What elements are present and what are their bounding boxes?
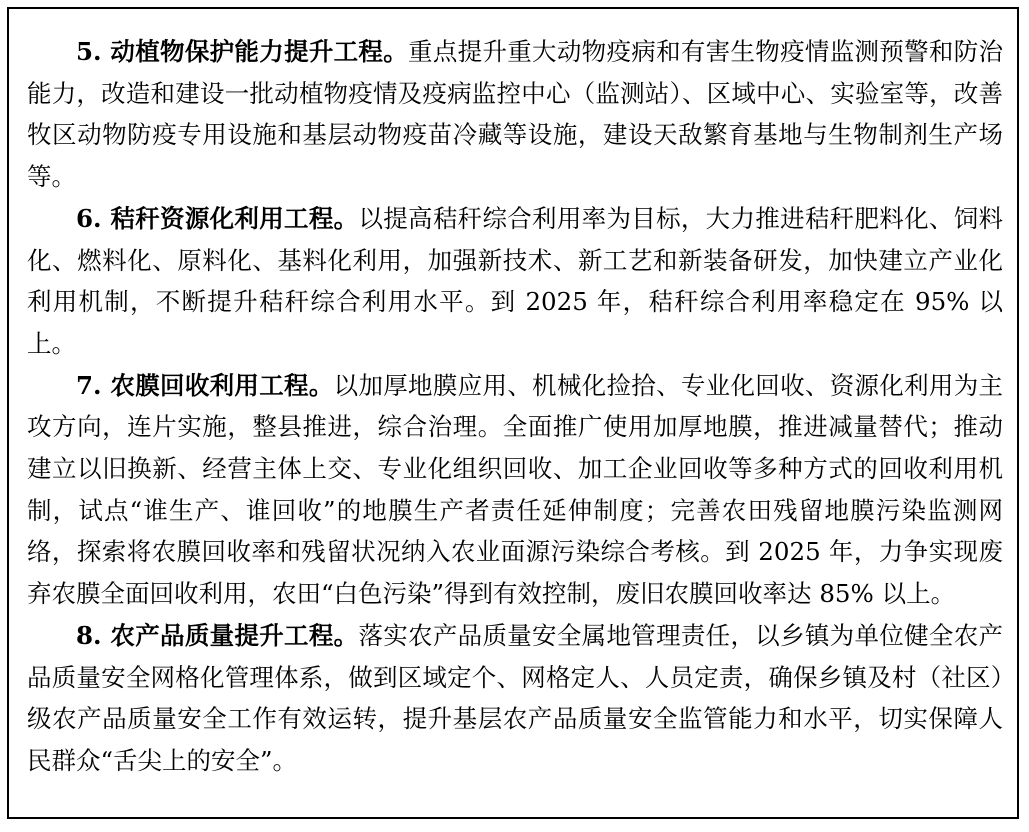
- paragraph-text: 以提高秸秆综合利用率为目标，大力推进秸秆肥料化、饲料化、燃料化、原料化、基料化利用，加强新技术、新工艺和新装备研发，加快建立产业化利用机制，不断提升秸秆综合利用水平。到 2025 年，秸秆综合利用率稳定在 95% 以上。: [27, 203, 1003, 358]
- document-frame: [7, 7, 1019, 819]
- paragraph-text: 重点提升重大动物疫病和有害生物疫情监测预警和防治能力，改造和建设一批动植物疫情及疫病监控中心（监测站）、区域中心、实验室等，改善牧区动物防疫专用设施和基层动物疫苗冷藏等设施，建设天敌繁育基地与生物制剂生产场等。: [27, 37, 1004, 192]
- paragraph-heading: 7. 农膜回收利用工程。: [76, 370, 334, 400]
- paragraph-text: 落实农产品质量安全属地管理责任，以乡镇为单位健全农产品质量安全网格化管理体系，做到区域定个、网格定人、人员定责，确保乡镇及村（社区）级农产品质量安全工作有效运转，提升基层农产品质量安全监管能力和水平，切实保障人民群众“舌尖上的安全”。: [27, 620, 1003, 775]
- paragraph-5: [27, 31, 1003, 198]
- paragraph-heading: 8. 农产品质量提升工程。: [76, 620, 359, 650]
- paragraph-6: [27, 198, 1003, 365]
- paragraph-heading: 6. 秸秆资源化利用工程。: [76, 203, 359, 233]
- paragraph-heading: 5. 动植物保护能力提升工程。: [76, 37, 409, 66]
- paragraph-7: [27, 365, 1003, 615]
- document-body: [27, 31, 1003, 782]
- paragraph-8: [27, 615, 1003, 782]
- paragraph-text: 以加厚地膜应用、机械化捡拾、专业化回收、资源化利用为主攻方向，连片实施，整县推进，综合治理。全面推广使用加厚地膜，推进减量替代；推动建立以旧换新、经营主体上交、专业化组织回收、加工企业回收等多种方式的回收利用机制，试点“谁生产、谁回收”的地膜生产者责任延伸制度；完善农田残留地膜污染监测网络，探索将农膜回收率和残留状况纳入农业面源污染综合考核。到 2025 年，力争实现废弃农膜全面回收利用，农田“白色污染”得到有效控制，废旧农膜回收率达 85% 以上。: [27, 370, 1004, 609]
